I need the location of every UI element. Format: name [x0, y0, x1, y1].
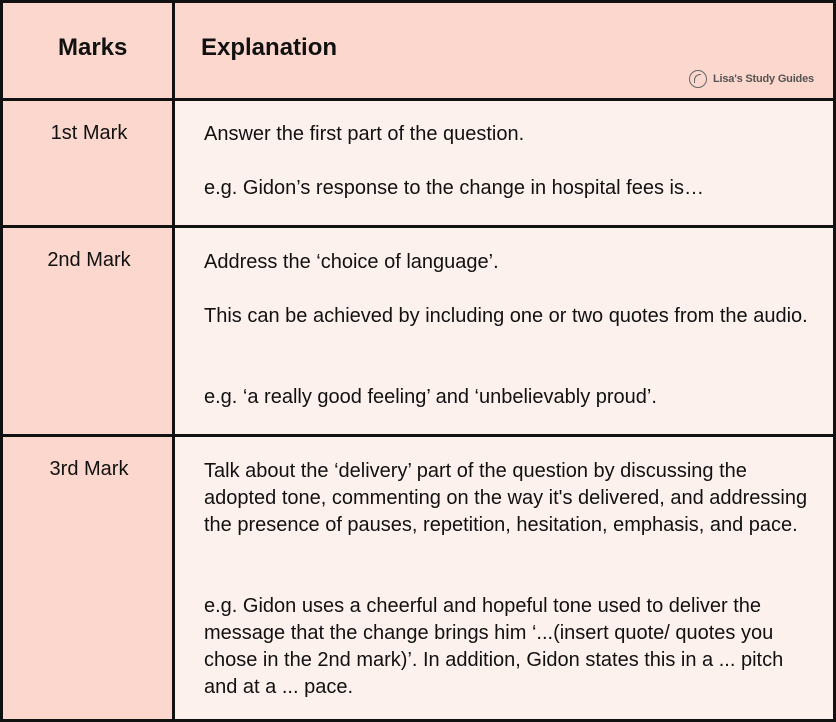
marks-column-bg [3, 101, 172, 719]
logo-text: Lisa's Study Guides [713, 73, 814, 85]
row-divider [3, 225, 833, 228]
explanation-paragraph: Talk about the ‘delivery’ part of the question by discussing the adopted tone, commenting on the way it's delivered, and addressing the presence of pauses, repetition, hesitation, emphasis, and pace. [204, 460, 808, 536]
header-marks: Marks [58, 34, 128, 61]
logo [689, 68, 814, 90]
header-explanation: Explanation [201, 34, 338, 61]
explanation-paragraph: e.g. Gidon’s response to the change in hospital fees is… [204, 177, 704, 199]
mark-label-3: 3rd Mark [49, 458, 129, 480]
row-divider [3, 98, 833, 101]
explanation-paragraph: This can be achieved by including one or two quotes from the audio. [204, 305, 808, 327]
column-divider [172, 3, 175, 719]
explanation-paragraph: e.g. Gidon uses a cheerful and hopeful tone used to deliver the message that the change brings him ‘...(insert quote/ quotes you chose in the 2nd mark)’. In addition, Gidon states this in a ... pitch and at a ... pace. [204, 595, 784, 698]
mark-label-2: 2nd Mark [47, 249, 131, 271]
head-profile-icon [689, 70, 707, 88]
row-divider [3, 434, 833, 437]
explanation-paragraph: e.g. ‘a really good feeling’ and ‘unbelievably proud’. [204, 386, 657, 408]
explanation-paragraph: Answer the first part of the question. [204, 123, 525, 145]
explanation-paragraph: Address the ‘choice of language’. [204, 251, 499, 273]
mark-label-1: 1st Mark [50, 122, 128, 144]
